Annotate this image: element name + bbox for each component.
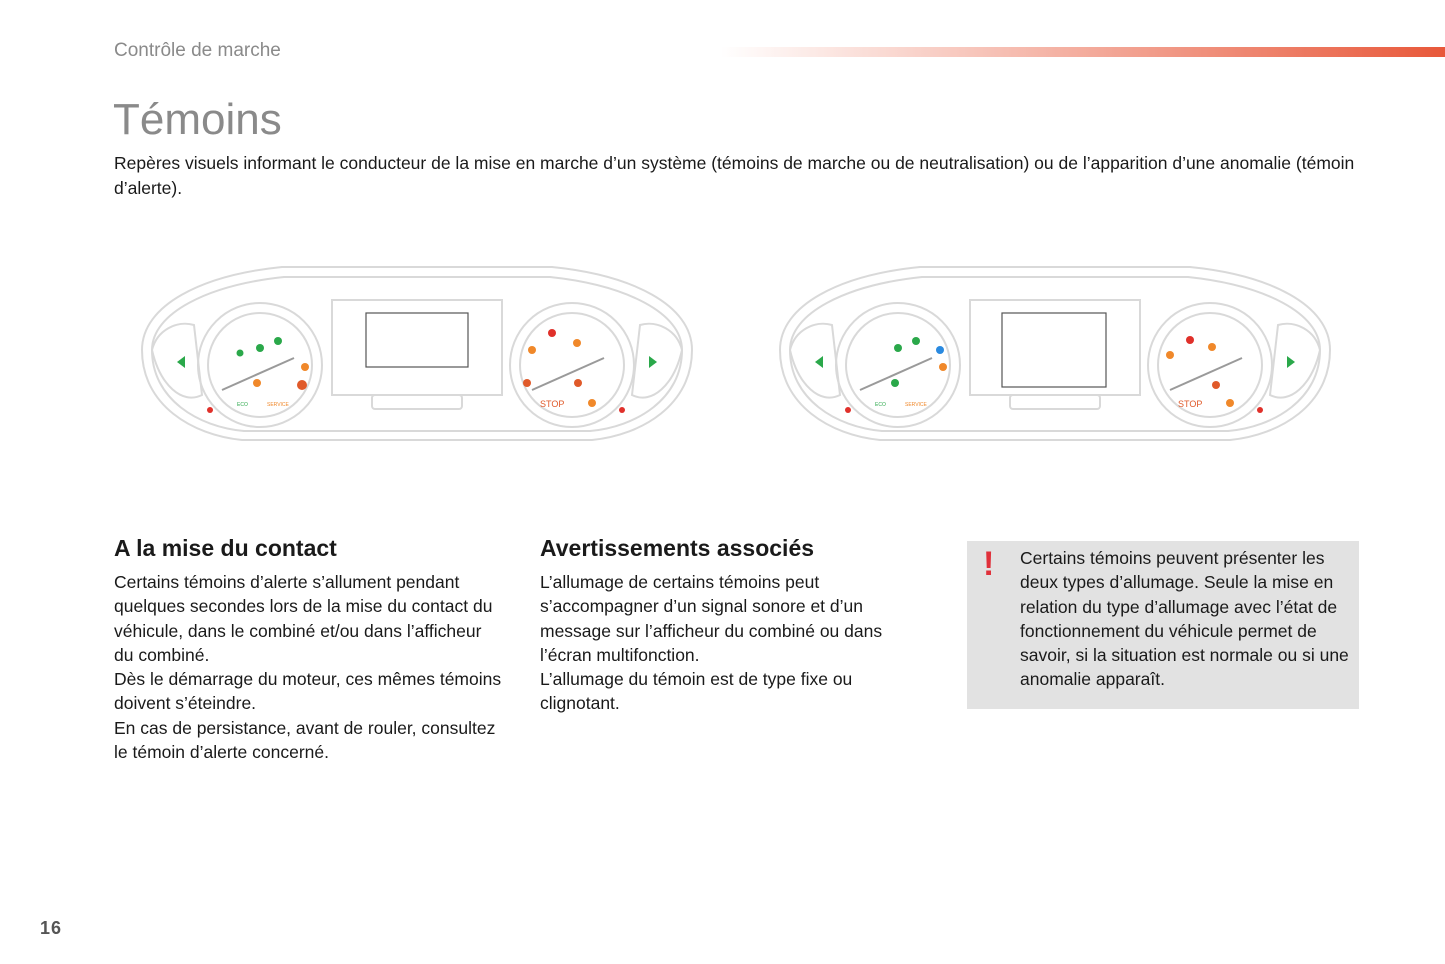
turn-left-indicator-icon: [815, 356, 823, 368]
eco-label: ECO: [237, 402, 248, 408]
oil-icon: [548, 329, 556, 337]
turn-right-indicator-icon: [649, 356, 657, 368]
column-warnings-body: L’allumage de certains témoins peut s’accompagner d’un signal sonore et d’un message sur l’afficheur du combiné ou dans l’écran multifonction. L’allumage du témoin est de type fixe ou clignotant.: [540, 572, 883, 714]
foglight-icon: [274, 337, 282, 345]
column-ignition-heading: A la mise du contact: [114, 535, 337, 561]
warning-exclamation-icon: !: [983, 545, 995, 583]
column-ignition-body: Certains témoins d’alerte s’allument pendant quelques secondes lors de la mise du contact du véhicule, dans le combiné et/ou dans l’afficheur du combiné. Dès le démarrage du moteur, ces mêmes témoins doivent s’éteindre. En cas de persistance, avant de rouler, consultez le témoin d’alerte concerné.: [114, 572, 502, 763]
preheat-icon: [939, 363, 947, 371]
lights-icon: [894, 344, 902, 352]
abs-icon: [253, 379, 261, 387]
turn-left-indicator-icon: [177, 356, 185, 368]
stop-warning-label: STOP: [1178, 399, 1203, 409]
engine-icon: [1212, 381, 1220, 389]
eco-label: ECO: [875, 402, 886, 408]
diag-icon: [1226, 399, 1234, 407]
header-accent-bar: [720, 47, 1445, 57]
column-ignition: [114, 535, 504, 764]
note-text: Certains témoins peuvent présenter les deux types d’allumage. Seule la mise en relation du type d’allumage avec l’état de fonctionnement du véhicule permet de savoir, si la situation est normale ou si une anomalie apparaît.: [1020, 548, 1349, 690]
engine-icon: [574, 379, 582, 387]
column-warnings-heading: Avertissements associés: [540, 535, 815, 561]
instrument-cluster-illustration-right: [760, 255, 1350, 450]
intro-paragraph: Repères visuels informant le conducteur de la mise en marche d’un système (témoins de marche ou de neutralisation) ou de l’apparition d’une anomalie (témoin d’alerte).: [114, 153, 1355, 198]
service-warning-label: SERVICE: [267, 402, 289, 408]
battery-icon: [1208, 343, 1216, 351]
foglight-icon: [912, 337, 920, 345]
abs-icon: [891, 379, 899, 387]
oil-icon: [1186, 336, 1194, 344]
door-icon: [1257, 407, 1263, 413]
seatbelt-icon: [207, 407, 213, 413]
brake-icon: [297, 380, 307, 390]
airbag-icon: [528, 346, 536, 354]
parking-icon: [237, 350, 244, 357]
main-beam-icon: [936, 346, 944, 354]
airbag-icon: [1166, 351, 1174, 359]
page-title: Témoins: [113, 95, 282, 144]
service-warning-label: SERVICE: [905, 402, 927, 408]
turn-right-indicator-icon: [1287, 356, 1295, 368]
lights-icon: [256, 344, 264, 352]
preheat-icon: [301, 363, 309, 371]
section-header: Contrôle de marche: [114, 40, 281, 61]
instrument-cluster-illustration-left: [122, 255, 712, 450]
note-box: [967, 541, 1359, 709]
stop-warning-label: STOP: [540, 399, 565, 409]
column-warnings: [540, 535, 930, 716]
door-icon: [619, 407, 625, 413]
diag-icon: [588, 399, 596, 407]
temp-icon: [523, 379, 531, 387]
battery-icon: [573, 339, 581, 347]
page-number: 16: [40, 918, 63, 938]
seatbelt-icon: [845, 407, 851, 413]
